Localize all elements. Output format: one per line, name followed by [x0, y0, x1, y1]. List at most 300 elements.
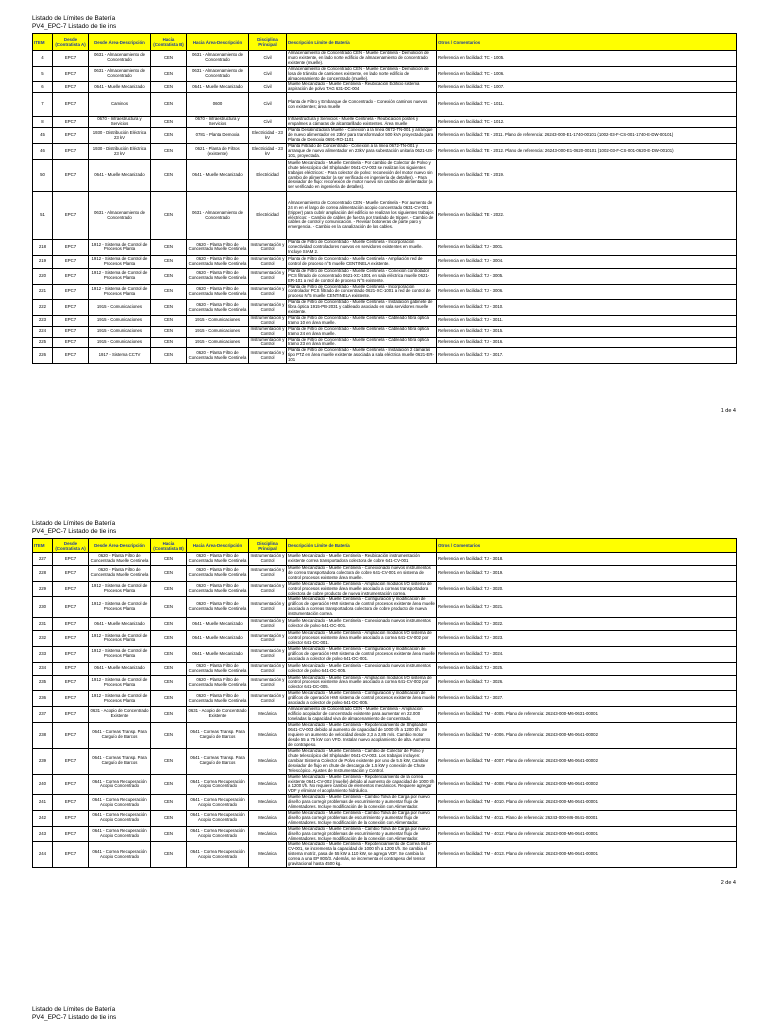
cell-hacia-contr: CEN — [151, 66, 187, 82]
tie-ins-table — [32, 33, 737, 364]
table-row — [33, 691, 737, 707]
cell-hacia-area: 0641 - Muelle Mecanizado — [187, 646, 249, 662]
table-row — [33, 553, 737, 566]
cell-desde-contr: EPC7 — [53, 192, 89, 240]
cell-otros: Referencia en facilidad: TM - 4006. Plano de referencia: 26243-000-M6-0641-00002 — [437, 722, 737, 748]
cell-desde-area: 1912 - Sistema de Control de Procesos Planta — [89, 675, 151, 691]
page-number: 2 de 4 — [720, 879, 736, 886]
cell-desde-contr: EPC7 — [53, 128, 89, 144]
cell-otros: Referencia en facilidad: TM - 4010. Plano de referencia: 26243-000-M6-0641-00001 — [437, 795, 737, 811]
cell-desde-area: 0620 - Planta Filtro de Concentrado Muelle Centinela — [89, 553, 151, 566]
cell-desde-area: 0631 - Almacenamiento de Concentrado — [89, 51, 151, 67]
table-row — [33, 842, 737, 868]
cell-otros: Referencia en facilidad: TM - 4005. Plano de referencia: 26243-000-M6-0631-00001 — [437, 706, 737, 722]
cell-descripcion: Almacenamiento de Concentrado CEN - Muelle Centinela - Ampliación edificio acopiador de concentrado existente para aumentar en 22.000 toneladas la capacidad viva de almacenamiento de concentrado. — [287, 706, 437, 722]
cell-hacia-contr: CEN — [151, 722, 187, 748]
cell-disciplina: Instrumentación y Control — [249, 646, 287, 662]
cell-desde-area: 0641 - Correa Recuperación Acopio Concentrado — [89, 842, 151, 868]
col-header-hacia-contratista: Hacia (Contratista B) — [151, 539, 187, 553]
col-header-hacia-area: Hacia Área-Descripción — [187, 539, 249, 553]
table-row — [33, 566, 737, 582]
cell-descripcion: Almacenamiento de Concentrado CEN - Muelle Centinela - Demolición de losa de tránsito de camiones existente, en lado norte edificio de almacenamiento de concentrado (muelle). — [287, 66, 437, 82]
cell-hacia-area: 0631 - Almacenamiento de Concentrado — [187, 51, 249, 67]
cell-item: 6 — [33, 82, 53, 93]
cell-hacia-area: 0621 - Planta de Filtros (existente) — [187, 144, 249, 160]
cell-item: 227 — [33, 553, 53, 566]
cell-disciplina: Civil — [249, 117, 287, 128]
cell-desde-area: 1915 - Comunicaciones — [89, 300, 151, 316]
cell-desde-contr: EPC7 — [53, 646, 89, 662]
cell-disciplina: Mecánica — [249, 748, 287, 774]
cell-otros: Referencia en facilidad: TC - 1007. — [437, 82, 737, 93]
cell-desde-area: 1915 - Comunicaciones — [89, 326, 151, 337]
cell-item: 240 — [33, 774, 53, 795]
cell-hacia-contr: CEN — [151, 826, 187, 842]
cell-descripcion: Planta de Filtro de Concentrado - Muelle Centinela - Instalación gabinete de fibra óptica 1915-PB-2031 y cableado asociado en sala servidores muelle existente. — [287, 300, 437, 316]
cell-otros: Referencia en facilidad: TJ - 3024. — [437, 646, 737, 662]
cell-hacia-contr: CEN — [151, 675, 187, 691]
cell-descripcion: Planta de Filtro de Concentrado - Muelle Centinela - Cableado fibra óptica tramo 10 en área muelle. — [287, 315, 437, 326]
cell-otros: Referencia en facilidad: TJ - 3006. — [437, 284, 737, 300]
cell-otros: Referencia en facilidad: TM - 4008. Plano de referencia: 26243-000-M6-0641-00002 — [437, 774, 737, 795]
tie-ins-table — [32, 538, 737, 868]
cell-disciplina: Instrumentación y Control — [249, 662, 287, 675]
table-row — [33, 284, 737, 300]
cell-hacia-contr: CEN — [151, 348, 187, 364]
cell-hacia-contr: CEN — [151, 706, 187, 722]
cell-otros: Referencia en facilidad: TJ - 3015. — [437, 326, 737, 337]
doc-subtitle: PV4_EPC-7 Listado de tie ins — [32, 23, 117, 30]
cell-desde-contr: EPC7 — [53, 240, 89, 256]
cell-desde-contr: EPC7 — [53, 566, 89, 582]
cell-desde-contr: EPC7 — [53, 774, 89, 795]
cell-otros: Referencia en facilidad: TJ - 3023. — [437, 631, 737, 647]
cell-descripcion: Almacenamiento de Concentrado CEN - Muelle Centinela - Por aumento de 24 m en el largo de correa alimentación acopio concentrado 0631-CV-001 (tripper) para cubrir ampliación del edificio se realizan los siguientes trabajos eléctricos: - Cambio de cables de fuerza por traslado de tripper. - Cambio de cables de control y comunicación. - Revisar botoneras de parte paro y emergencia. - Cambio en la canalización de los cables. — [287, 192, 437, 240]
cell-descripcion: Planta de Filtro de Concentrado - Muelle Centinela - Incorporación conectividad controladores nuevos en servidores existentes en muelle. Incluye SIAM 2. — [287, 240, 437, 256]
cell-disciplina: Instrumentación y Control — [249, 284, 287, 300]
cell-hacia-contr: CEN — [151, 581, 187, 597]
cell-descripcion: Planta de Filtro de Concentrado - Muelle Centinela - Instalación 2 cámaras tipo PTZ en área muelle existente asociada a sala eléctrica muelle 0621-ER-101 — [287, 348, 437, 364]
cell-item: 232 — [33, 631, 53, 647]
cell-otros: Referencia en facilidad: TM - 4012. Plano de referencia: 26243-000-M6-0641-00001 — [437, 826, 737, 842]
cell-desde-contr: EPC7 — [53, 315, 89, 326]
cell-hacia-area: 0620 - Planta Filtro de Concentrado Muelle Centinela — [187, 255, 249, 268]
cell-otros: Referencia en facilidad: TE - 2022. — [437, 192, 737, 240]
cell-otros: Referencia en facilidad: TJ - 3001. — [437, 240, 737, 256]
cell-hacia-contr: CEN — [151, 795, 187, 811]
cell-desde-contr: EPC7 — [53, 618, 89, 631]
col-header-desde-contratista: Desde (Contratista A) — [53, 34, 89, 51]
cell-hacia-contr: CEN — [151, 566, 187, 582]
cell-disciplina: Mecánica — [249, 811, 287, 827]
cell-item: 230 — [33, 597, 53, 618]
cell-descripcion: Muelle Mecanizado - Muelle Centinela - Ampliación módulos I/O sistema de control procesos existente área muelle asociado a correa 641-CV-002 por colector 641-DC-001. — [287, 631, 437, 647]
cell-item: 51 — [33, 192, 53, 240]
cell-hacia-area: 0631 - Almacenamiento de Concentrado — [187, 66, 249, 82]
cell-item: 235 — [33, 675, 53, 691]
cell-hacia-contr: CEN — [151, 774, 187, 795]
cell-desde-area: 1917 - Sistema CCTV — [89, 348, 151, 364]
cell-descripcion: Muelle Mecanizado - Muelle Centinela - Repotenciamiento de Correa 0641-CV-001, se incrementa la capacidad de 1000 t/h a 1200 t/h. Se cambia el sistema motriz, pasa de 55 kW a 110 kW, se agrega VDF. Se cambia la correa a una EP 800/3. Además, se incrementa el contrapeso del tensor gravitacional hasta 4500 kg. — [287, 842, 437, 868]
cell-hacia-area: 0641 - Muelle Mecanizado — [187, 82, 249, 93]
cell-desde-area: 1912 - Sistema de Control de Procesos Planta — [89, 581, 151, 597]
col-header-hacia-area: Hacia Área-Descripción — [187, 34, 249, 51]
cell-desde-area: 1930 - Distribución Eléctrica 23 kV — [89, 144, 151, 160]
table-row — [33, 128, 737, 144]
cell-desde-contr: EPC7 — [53, 66, 89, 82]
cell-hacia-contr: CEN — [151, 117, 187, 128]
cell-otros: Referencia en facilidad: TJ - 3011. — [437, 315, 737, 326]
cell-item: 241 — [33, 795, 53, 811]
table-row — [33, 240, 737, 256]
cell-disciplina: Instrumentación y Control — [249, 675, 287, 691]
table-row — [33, 618, 737, 631]
col-header-desde-area: Desde Área-Descripción — [89, 539, 151, 553]
cell-otros: Referencia en facilidad: TJ - 3004. — [437, 255, 737, 268]
cell-hacia-contr: CEN — [151, 597, 187, 618]
cell-disciplina: Electricidad — [249, 160, 287, 192]
cell-desde-area: 1912 - Sistema de Control de Procesos Planta — [89, 597, 151, 618]
cell-hacia-contr: CEN — [151, 326, 187, 337]
cell-disciplina: Instrumentación y Control — [249, 268, 287, 284]
table-row — [33, 326, 737, 337]
table-row — [33, 268, 737, 284]
cell-item: 218 — [33, 240, 53, 256]
cell-item: 45 — [33, 128, 53, 144]
table-row — [33, 93, 737, 117]
cell-disciplina: Mecánica — [249, 706, 287, 722]
cell-item: 237 — [33, 706, 53, 722]
cell-item: 243 — [33, 826, 53, 842]
cell-item: 244 — [33, 842, 53, 868]
cell-hacia-area: 0620 - Planta Filtro de Concentrado Muelle Centinela — [187, 268, 249, 284]
cell-desde-area: Caminos — [89, 93, 151, 117]
cell-descripcion: Planta Desalinizadora Muelle - Conexión a la línea 0672-TN-001 y arranque de nuevo alimentador en 23kV para transformador 500 kVA proyectado para Planta de Demoxia 0691-RO-1101 — [287, 128, 437, 144]
cell-descripcion: Planta de Filtro de Concentrado - Muelle Centinela - Ampliación red de control de proceso n°5 muelle CENTINELA existente. — [287, 255, 437, 268]
cell-disciplina: Instrumentación y Control — [249, 691, 287, 707]
cell-descripcion: Planta de Filtro de Concentrado - Muelle Centinela - Conexión controlador PCS filtrado de concentrado 0621-XC-1001 en sala eléctrica muelle 0621-ER-101 a red de control de proceso N°5 existente. — [287, 268, 437, 284]
cell-desde-contr: EPC7 — [53, 631, 89, 647]
cell-otros: Referencia en facilidad: TJ - 3017. — [437, 348, 737, 364]
cell-hacia-area: 0620 - Planta Filtro de Concentrado Muelle Centinela — [187, 348, 249, 364]
cell-otros: Referencia en facilidad: TC - 1011. — [437, 93, 737, 117]
cell-disciplina: Instrumentación y Control — [249, 631, 287, 647]
cell-hacia-area: 0620 - Planta Filtro de Concentrado Muelle Centinela — [187, 566, 249, 582]
cell-desde-contr: EPC7 — [53, 51, 89, 67]
cell-hacia-area: 0620 - Planta Filtro de Concentrado Muelle Centinela — [187, 662, 249, 675]
cell-hacia-area: 1915 - Comunicaciones — [187, 326, 249, 337]
cell-descripcion: Muelle Mecanizado - Muelle Centinela - Ampliación módulos I/O sistema de control procesos existente área muelle asociado a correas transportadora colectora de cobre producto de nueva instrumentación correa. — [287, 581, 437, 597]
cell-descripcion: Planta Filtrado de Concentrado - Conexión a la línea 0672-TN-001 y arranque de nuevo alimentador en 23kV para subestación unitaria 0621-US-101, proyectada. — [287, 144, 437, 160]
cell-desde-area: 1912 - Sistema de Control de Procesos Planta — [89, 240, 151, 256]
col-header-desde-area: Desde Área-Descripción — [89, 34, 151, 51]
doc-subtitle: PV4_EPC-7 Listado de tie ins — [32, 528, 117, 535]
cell-descripcion: Muelle Mecanizado - Muelle Centinela - Configuración y modificación de gráficos de operación HMI sistema de control procesos existente área muelle asociado a colector de polvo 641-DC-001. — [288, 646, 435, 661]
cell-disciplina: Civil — [249, 66, 287, 82]
cell-hacia-area: 0641 - Muelle Mecanizado — [187, 618, 249, 631]
cell-hacia-area: 1915 - Comunicaciones — [187, 337, 249, 348]
cell-otros: Referencia en facilidad: TJ - 3025. — [437, 662, 737, 675]
cell-descripcion: Muelle Mecanizado - Muelle Centinela - Cambio de Colector de Polvo y chute telescópico del Shiploader 0641-CV-003. Los trabajos incluyen: cambiar Sistema Colector de Polvo existente por uno de 5.5 kW, Cambiar desviador de flujo en chute de descarga de 1.5 kW y conexión de Chute Telescópico. Ajustes de Instrumentación y Control. — [287, 748, 437, 774]
cell-otros: Referencia en facilidad: TC - 1006. — [437, 66, 737, 82]
col-header-otros: Otros / Comentarios — [437, 34, 737, 51]
cell-hacia-area: 0620 - Planta Filtro de Concentrado Muelle Centinela — [187, 553, 249, 566]
doc-title: Listado de Límites de Batería — [32, 520, 116, 527]
cell-otros: Referencia en facilidad: TJ - 3026. — [437, 675, 737, 691]
table-row — [33, 192, 737, 240]
cell-item: 219 — [33, 255, 53, 268]
cell-item: 239 — [33, 748, 53, 774]
cell-desde-contr: EPC7 — [53, 597, 89, 618]
page-3 — [32, 1006, 736, 1022]
cell-hacia-contr: CEN — [151, 811, 187, 827]
cell-hacia-area: 0641 - Correa Recuperación Acopio Concentrado — [187, 795, 249, 811]
table-row — [33, 748, 737, 774]
cell-hacia-area: 0620 - Planta Filtro de Concentrado Muelle Centinela — [187, 240, 249, 256]
cell-desde-contr: EPC7 — [53, 268, 89, 284]
cell-otros: Referencia en facilidad: TJ - 3010. — [437, 300, 737, 316]
cell-hacia-contr: CEN — [151, 553, 187, 566]
table-row — [33, 706, 737, 722]
cell-descripcion: Muelle Mecanizado - Muelle Centinela - Conexionado nuevos instrumentos colector de polvo 641-DC-001. — [287, 618, 437, 631]
cell-desde-area: 1912 - Sistema de Control de Procesos Planta — [89, 691, 151, 707]
table-row — [33, 66, 737, 82]
cell-item: 226 — [33, 348, 53, 364]
cell-desde-area: 0641 - Muelle Mecanizado — [89, 662, 151, 675]
cell-hacia-contr: CEN — [151, 82, 187, 93]
cell-descripcion: Planta de Filtro y Embarque de Concentrado - Conexión caminos nuevos con existentes; área muelle — [287, 93, 437, 117]
cell-desde-contr: EPC7 — [53, 337, 89, 348]
cell-otros: Referencia en facilidad: TE - 2012. Plano de referencia: 26243-000-E1-0620-00101 (1002-03-F-CS-001-0620-E-DW-00101) — [437, 144, 737, 160]
cell-descripcion: Infraestructura y Servicios - Muelle Centinela - Reubicación postes y empalmes a cámaras de alcantarillado existentes. Área muelle — [287, 117, 437, 128]
table-row — [33, 795, 737, 811]
table-row — [33, 315, 737, 326]
cell-hacia-area: 0641 - Correas Transp. Para Carguío de Barcos — [187, 722, 249, 748]
table-row — [33, 337, 737, 348]
cell-otros: Referencia en facilidad: TJ - 3016. — [437, 337, 737, 348]
cell-disciplina: Mecánica — [249, 774, 287, 795]
cell-item: 234 — [33, 662, 53, 675]
cell-desde-area: 0641 - Correa Recuperación Acopio Concentrado — [89, 826, 151, 842]
cell-hacia-area: 0641 - Correa Recuperación Acopio Concentrado — [187, 826, 249, 842]
cell-hacia-contr: CEN — [151, 128, 187, 144]
cell-desde-area: 1912 - Sistema de Control de Procesos Planta — [89, 631, 151, 647]
cell-descripcion: Muelle Mecanizado - Muelle Centinela - Ampliación módulos I/O sistema de control procesos existente área muelle asociado a correa 641-CV-002 por colector 641-DC-005. — [287, 675, 437, 691]
cell-disciplina: Instrumentación y Control — [249, 348, 287, 364]
col-header-disciplina: Disciplina Principal — [249, 539, 287, 553]
cell-desde-contr: EPC7 — [53, 326, 89, 337]
cell-descripcion: Muelle Mecanizado - Muelle Centinela - Repotenciamiento de la correa existente 0641-CV-002 (muelle) debido al aumento de capacidad de 1000 t/h a 1200 t/h. No requiere cambio de elementos mecánicos. Requiere agregar VDF y eliminar el acoplamiento hidráulico. — [287, 774, 437, 795]
cell-desde-area: 1912 - Sistema de Control de Procesos Planta — [89, 284, 151, 300]
cell-item: 46 — [33, 144, 53, 160]
cell-otros: Referencia en facilidad: TJ - 3027. — [437, 691, 737, 707]
cell-hacia-contr: CEN — [151, 284, 187, 300]
table-row — [33, 597, 737, 618]
cell-desde-contr: EPC7 — [53, 748, 89, 774]
doc-title: Listado de Límites de Batería — [32, 1006, 116, 1013]
cell-desde-contr: EPC7 — [53, 826, 89, 842]
cell-hacia-area: 1915 - Comunicaciones — [187, 315, 249, 326]
cell-item: 220 — [33, 268, 53, 284]
cell-desde-contr: EPC7 — [53, 795, 89, 811]
cell-hacia-area: 0631 - Acopio de Concentrado Existente — [187, 706, 249, 722]
cell-disciplina: Instrumentación y Control — [249, 566, 287, 582]
cell-hacia-area: 0641 - Muelle Mecanizado — [187, 160, 249, 192]
cell-desde-contr: EPC7 — [53, 348, 89, 364]
cell-item: 231 — [33, 618, 53, 631]
cell-desde-contr: EPC7 — [53, 842, 89, 868]
cell-item: 225 — [33, 337, 53, 348]
cell-item: 236 — [33, 691, 53, 707]
page-2 — [32, 520, 736, 886]
table-row — [33, 826, 737, 842]
cell-otros: Referencia en facilidad: TJ - 3005. — [437, 268, 737, 284]
cell-hacia-area: 0600 — [187, 93, 249, 117]
col-header-item: ITEM — [33, 34, 53, 51]
cell-desde-contr: EPC7 — [53, 160, 89, 192]
cell-descripcion: Muelle Mecanizado - Muelle Centinela - Cambio Tolva de Carga por nuevo diseño para corregir problemas de escurrimiento y aumentar flujo de Alimentadores. Incluye modificación de la conexión con Alimentador. — [287, 795, 437, 811]
doc-subtitle: PV4_EPC-7 Listado de tie ins — [32, 1014, 117, 1021]
cell-item: 221 — [33, 284, 53, 300]
cell-disciplina: Mecánica — [249, 842, 287, 868]
cell-desde-area: 1912 - Sistema de Control de Procesos Planta — [89, 255, 151, 268]
page-1 — [32, 15, 736, 414]
cell-desde-contr: EPC7 — [53, 93, 89, 117]
cell-descripcion: Muelle Mecanizado - Muelle Centinela - Repotenciamiento de Shiploader 0641-CV-003 debido al aumento de capacidad de 1000 t/h a 1200 t/h. Se requiere un aumento de velocidad desde 2,3 a 2,85 m/s. Cambio motor desde 55 a 75 kW con VFD. Instalar nuevo acoplamiento de alta. Aumento de contrapeso. — [287, 722, 437, 748]
cell-disciplina: Instrumentación y Control — [249, 553, 287, 566]
cell-item: 4 — [33, 51, 53, 67]
cell-desde-contr: EPC7 — [53, 691, 89, 707]
table-row — [33, 255, 737, 268]
table-row — [33, 82, 737, 93]
cell-otros: Referencia en facilidad: TJ - 3019. — [437, 566, 737, 582]
cell-hacia-area: 0620 - Planta Filtro de Concentrado Muelle Centinela — [187, 581, 249, 597]
cell-desde-area: 1930 - Distribución Eléctrica 23 kV — [89, 128, 151, 144]
table-row — [33, 631, 737, 647]
table-row — [33, 662, 737, 675]
cell-hacia-contr: CEN — [151, 144, 187, 160]
doc-title: Listado de Límites de Batería — [32, 15, 116, 22]
table-row — [33, 117, 737, 128]
cell-hacia-contr: CEN — [151, 691, 187, 707]
cell-disciplina: Mecánica — [249, 826, 287, 842]
cell-otros: Referencia en facilidad: TE - 2011. Plano de referencia: 26243-000-E1-1740-00101 (1002-03-F-CS-001-1740-E-DW-00101) — [437, 128, 737, 144]
cell-desde-contr: EPC7 — [53, 255, 89, 268]
cell-disciplina: Instrumentación y Control — [249, 240, 287, 256]
cell-desde-area: 0641 - Correa Recuperación Acopio Concentrado — [89, 811, 151, 827]
col-header-hacia-contratista: Hacia (Contratista B) — [151, 34, 187, 51]
table-row — [33, 144, 737, 160]
cell-otros: Referencia en facilidad: TM - 4013. Plano de referencia: 26243-000-M6-0641-00001 — [437, 842, 737, 868]
table-row — [33, 300, 737, 316]
cell-desde-area: 0641 - Muelle Mecanizado — [89, 82, 151, 93]
cell-item: 5 — [33, 66, 53, 82]
cell-desde-contr: EPC7 — [53, 144, 89, 160]
cell-disciplina: Instrumentación y Control — [249, 581, 287, 597]
cell-otros: Referencia en facilidad: TC - 1012. — [437, 117, 737, 128]
cell-descripcion: Almacenamiento de Concentrado CEN - Muelle Centinela - Demolición de muro existente, en lado norte edificio de almacenamiento de concentrado existente (muelle). — [287, 51, 437, 67]
cell-hacia-contr: CEN — [151, 631, 187, 647]
cell-hacia-area: 0670 - Infraestructura y Servicios — [187, 117, 249, 128]
cell-desde-contr: EPC7 — [53, 300, 89, 316]
table-row — [33, 51, 737, 67]
cell-item: 224 — [33, 326, 53, 337]
cell-desde-area: 0641 - Muelle Mecanizado — [89, 160, 151, 192]
cell-disciplina: Civil — [249, 93, 287, 117]
cell-desde-area: 0631 - Almacenamiento de Concentrado — [89, 66, 151, 82]
table-row — [33, 811, 737, 827]
cell-hacia-area: 0620 - Planta Filtro de Concentrado Muelle Centinela — [187, 597, 249, 618]
cell-hacia-contr: CEN — [151, 240, 187, 256]
cell-hacia-contr: CEN — [151, 662, 187, 675]
cell-desde-area: 0670 - Infraestructura y Servicios — [89, 117, 151, 128]
cell-desde-contr: EPC7 — [53, 722, 89, 748]
cell-item: 229 — [33, 581, 53, 597]
cell-desde-area: 0631 - Acopio de Concentrado Existente — [89, 706, 151, 722]
cell-descripcion: Muelle Mecanizado - Muelle Centinela - Conexionado nuevos instrumentos colector de polvo 641-DC-005. — [287, 662, 437, 675]
cell-desde-area: 0631 - Almacenamiento de Concentrado — [89, 192, 151, 240]
cell-item: 233 — [33, 646, 53, 662]
cell-descripcion: Muelle Mecanizado - Muelle Centinela - Reubicación instrumentación existente correa transportadora colectora de cobre 641-CV-001 — [287, 553, 437, 566]
cell-disciplina: Instrumentación y Control — [249, 337, 287, 348]
cell-disciplina: Instrumentación y Control — [249, 326, 287, 337]
cell-item: 222 — [33, 300, 53, 316]
cell-disciplina: Instrumentación y Control — [249, 300, 287, 316]
cell-hacia-contr: CEN — [151, 618, 187, 631]
cell-otros: Referencia en facilidad: TJ - 3022. — [437, 618, 737, 631]
cell-desde-area: 0620 - Planta Filtro de Concentrado Muelle Centinela — [89, 566, 151, 582]
cell-hacia-area: 0641 - Correa Recuperación Acopio Concentrado — [187, 842, 249, 868]
cell-item: 50 — [33, 160, 53, 192]
cell-hacia-area: 0641 - Correa Recuperación Acopio Concentrado — [187, 774, 249, 795]
col-header-descripcion: Descripción Límite de Batería — [287, 34, 437, 51]
cell-desde-contr: EPC7 — [53, 82, 89, 93]
table-row — [33, 675, 737, 691]
cell-descripcion: Planta de Filtro de Concentrado - Muelle Centinela - Cableado fibra óptica tramo 23 en área muelle. — [287, 337, 437, 348]
cell-hacia-contr: CEN — [151, 255, 187, 268]
cell-desde-area: 1915 - Comunicaciones — [89, 337, 151, 348]
cell-disciplina: Civil — [249, 51, 287, 67]
cell-hacia-area: 0641 - Muelle Mecanizado — [187, 631, 249, 647]
cell-hacia-area: 0631 - Almacenamiento de Concentrado — [187, 192, 249, 240]
cell-item: 242 — [33, 811, 53, 827]
cell-desde-contr: EPC7 — [53, 117, 89, 128]
cell-hacia-contr: CEN — [151, 268, 187, 284]
cell-desde-area: 1915 - Comunicaciones — [89, 315, 151, 326]
cell-descripcion: Muelle Mecanizado - Muelle Centinela - Configuración y modificación de gráficos de operación HMI sistema de control procesos existente área muelle asociado a correas transportadora colectora de cobre producto de nueva instrumentación correa. — [288, 596, 435, 617]
col-header-item: ITEM — [33, 539, 53, 553]
cell-hacia-area: 0620 - Planta Filtro de Concentrado Muelle Centinela — [187, 284, 249, 300]
cell-desde-area: 0641 - Correas Transp. Para Carguío de Barcos — [89, 722, 151, 748]
cell-hacia-contr: CEN — [151, 192, 187, 240]
cell-hacia-area: 0641 - Correas Transp. Para Carguío de Barcos — [187, 748, 249, 774]
cell-item: 7 — [33, 93, 53, 117]
cell-descripcion: Muelle Mecanizado - Muelle Centinela - Reubicación Edificio sistema aspiración de polvo TAG 631-DC-004 — [287, 82, 437, 93]
cell-disciplina: Instrumentación y Control — [249, 315, 287, 326]
cell-otros: Referencia en facilidad: TJ - 3018. — [437, 553, 737, 566]
cell-descripcion: Planta de Filtro de Concentrado - Muelle Centinela - Cableado fibra óptica tramo 24 en área muelle. — [287, 326, 437, 337]
cell-item: 228 — [33, 566, 53, 582]
table-row — [33, 348, 737, 364]
cell-hacia-area: 0641 - Correa Recuperación Acopio Concentrado — [187, 811, 249, 827]
cell-hacia-contr: CEN — [151, 315, 187, 326]
cell-item: 238 — [33, 722, 53, 748]
cell-desde-area: 1912 - Sistema de Control de Procesos Planta — [89, 268, 151, 284]
cell-descripcion: Muelle Mecanizado - Muelle Centinela - Configuración y modificación de gráficos de operación HMI sistema de control procesos existente área muelle asociado a colector de polvo 641-DC-005. — [288, 690, 435, 706]
cell-hacia-contr: CEN — [151, 51, 187, 67]
cell-otros: Referencia en facilidad: TJ - 3021. — [437, 597, 737, 618]
cell-disciplina: Instrumentación y Control — [249, 255, 287, 268]
